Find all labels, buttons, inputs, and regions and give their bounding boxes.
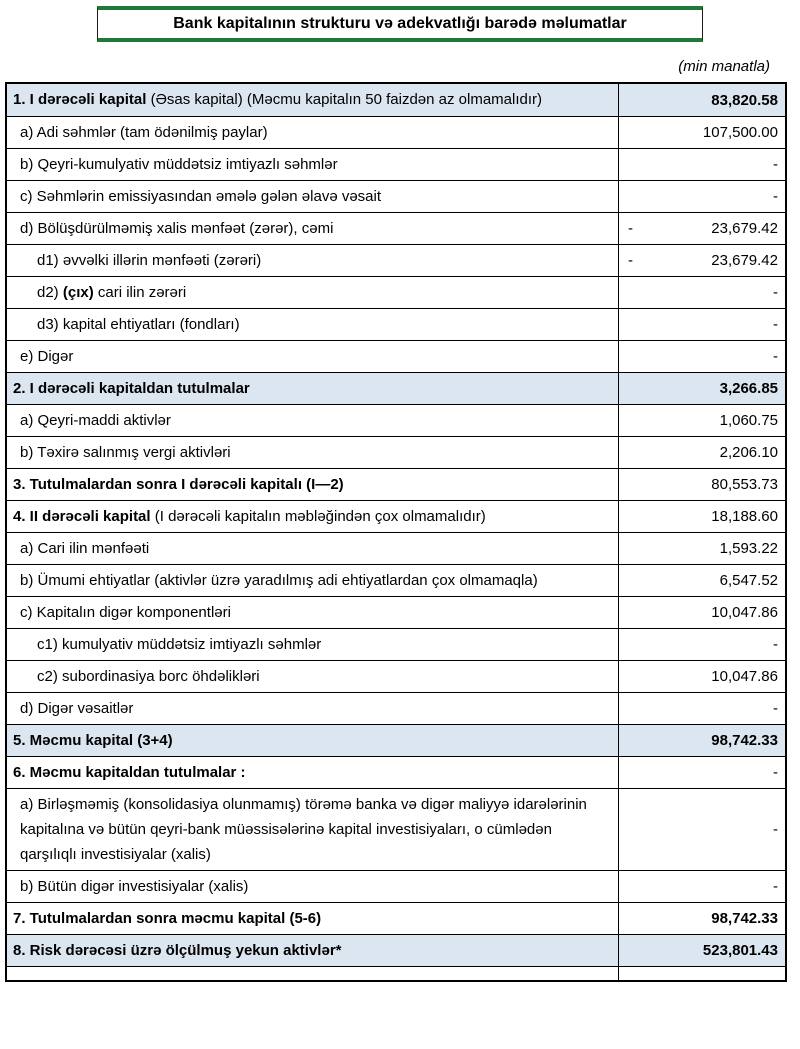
row-label-text: (Əsas kapital) (Məcmu kapitalın 50 faizdən az olmamalıdır) [150,91,543,108]
table-row [7,966,785,980]
row-value [618,565,785,596]
row-label [7,341,618,372]
row-label-text: c2) subordinasiya borc öhdəlikləri [37,668,260,685]
row-label [7,437,618,468]
row-label-text: c1) kumulyativ müddətsiz imtiyazlı səhmlər [37,636,322,653]
report-page [0,6,800,982]
row-label [7,935,618,966]
table-row [7,212,785,244]
row-label-text: b) Ümumi ehtiyatlar (aktivlər üzrə yaradılmış adi ehtiyatlardan çox olmamaqla) [20,572,538,589]
table-row [7,596,785,628]
table-row [7,756,785,788]
row-label-text: (I dərəcəli kapitalın məbləğindən çox olmamalıdır) [154,508,486,525]
row-label [7,903,618,934]
row-value [618,405,785,436]
row-value-text: 23,679.42 [711,220,778,237]
row-value-text: - [773,821,778,838]
row-value-text: 80,553.73 [711,476,778,493]
row-value [618,469,785,500]
row-label [7,533,618,564]
row-label-text: d2) [37,284,63,301]
row-value-text: 3,266.85 [719,380,778,397]
row-label-text: cari ilin zərəri [93,284,187,301]
row-value-text: - [773,316,778,333]
row-value [618,149,785,180]
negative-sign: - [628,220,633,237]
table-row [7,116,785,148]
table-row [7,902,785,934]
row-label-bold-text: 2. I dərəcəli kapitaldan tutulmalar [13,380,250,397]
row-value-text: 1,060.75 [719,412,778,429]
row-value [618,789,785,870]
row-label [7,757,618,788]
row-value-text: 83,820.58 [711,91,778,109]
row-label-bold-text: 7. Tutulmalardan sonra məcmu kapital (5-6) [13,910,322,927]
row-value-text: - [773,878,778,895]
row-label-bold-text: 3. Tutulmalardan sonra I dərəcəli kapitalı (I—2) [13,476,344,493]
row-label-text: c) Səhmlərin emissiyasından əmələ gələn əlavə vəsait [20,188,382,205]
table-row [7,500,785,532]
row-label [7,789,618,870]
unit-note: (min manatla) [678,58,770,75]
table-row [7,372,785,404]
row-value [618,341,785,372]
row-label [7,725,618,756]
row-value [618,501,785,532]
row-label [7,405,618,436]
row-value-text: 23,679.42 [711,252,778,269]
row-label [7,629,618,660]
table-row [7,870,785,902]
table-row [7,244,785,276]
report-title-box [97,6,703,42]
row-label-text: d1) əvvəlki illərin mənfəəti (zərəri) [37,252,262,269]
row-label-bold-text: 5. Məcmu kapital (3+4) [13,732,173,749]
negative-sign: - [628,252,633,269]
row-value [618,693,785,724]
row-value [618,437,785,468]
row-value-text: - [773,188,778,205]
row-label [7,213,618,244]
row-label-text: d3) kapital ehtiyatları (fondları) [37,316,240,333]
row-label [7,661,618,692]
row-value [618,245,785,276]
table-row [7,148,785,180]
capital-table [5,82,787,982]
row-value-text: - [773,156,778,173]
row-label-text: a) Birləşməmiş (konsolidasiya olunmamış) törəmə banka və digər maliyyə idarələrinin kapitalına və bütün qeyri-bank müəssisələrinə kapital investisiyaları, o cümlədən qarşılıqlı investisiyalar (xalis) [20,796,587,863]
row-label-bold-text: 4. II dərəcəli kapital [13,508,155,525]
table-row [7,934,785,966]
table-row [7,692,785,724]
row-value-text: 6,547.52 [719,572,778,589]
row-value-text: 107,500.00 [702,124,778,141]
row-value-text: - [773,348,778,365]
row-label [7,373,618,404]
row-value [618,373,785,404]
table-row [7,340,785,372]
row-label [7,277,618,308]
row-label [7,967,618,980]
row-label-bold-text: 6. Məcmu kapitaldan tutulmalar : [13,764,246,781]
row-label [7,84,618,116]
row-label-text: b) Təxirə salınmış vergi aktivləri [20,444,231,461]
row-value-text: 18,188.60 [711,508,778,525]
table-row [7,84,785,116]
table-row [7,468,785,500]
row-value-text: 98,742.33 [711,910,778,927]
row-label-bold-text: 8. Risk dərəcəsi üzrə ölçülmuş yekun aktivlər* [13,942,342,959]
row-value [618,181,785,212]
row-label [7,309,618,340]
row-value-text: - [773,764,778,781]
table-row [7,308,785,340]
table-row [7,564,785,596]
table-row [7,276,785,308]
row-label-text: a) Cari ilin mənfəəti [20,540,150,557]
row-value [618,661,785,692]
row-value-text: - [773,636,778,653]
row-value [618,533,785,564]
row-value-text: 2,206.10 [719,444,778,461]
row-value [618,629,785,660]
table-row [7,404,785,436]
row-label-text: a) Adi səhmlər (tam ödənilmiş paylar) [20,124,268,141]
row-label [7,565,618,596]
table-row [7,532,785,564]
table-row [7,180,785,212]
row-label-text: e) Digər [20,348,74,365]
row-value [618,967,785,980]
row-label [7,117,618,148]
report-title: Bank kapitalının strukturu və adekvatlığı barədə məlumatlar [173,15,627,32]
table-row [7,660,785,692]
row-value-text: - [773,700,778,717]
row-label [7,149,618,180]
row-value-text: 10,047.86 [711,604,778,621]
row-value [618,309,785,340]
row-label-bold-text: 1. I dərəcəli kapital [13,91,151,108]
row-value-text: - [773,284,778,301]
row-value-text: 523,801.43 [702,942,778,959]
table-row [7,724,785,756]
table-row [7,436,785,468]
row-label-text: b) Bütün digər investisiyalar (xalis) [20,878,249,895]
row-value [618,903,785,934]
row-value [618,213,785,244]
row-label-bold-text: (çıx) [62,284,94,301]
row-label [7,501,618,532]
row-value [618,84,785,116]
row-label [7,469,618,500]
row-value [618,725,785,756]
row-value-text: 10,047.86 [711,668,778,685]
row-label-text: c) Kapitalın digər komponentləri [20,604,231,621]
row-value [618,597,785,628]
row-value-text: 1,593.22 [719,540,778,557]
row-value [618,935,785,966]
row-label [7,693,618,724]
row-label [7,871,618,902]
table-row [7,788,785,870]
row-label-text: d) Bölüşdürülməmiş xalis mənfəət (zərər), cəmi [20,220,334,237]
row-value [618,277,785,308]
row-label-text: d) Digər vəsaitlər [20,700,134,717]
row-label-text: b) Qeyri-kumulyativ müddətsiz imtiyazlı səhmlər [20,156,338,173]
row-label [7,597,618,628]
row-value [618,117,785,148]
table-row [7,628,785,660]
row-value [618,871,785,902]
row-label-text: a) Qeyri-maddi aktivlər [20,412,171,429]
row-value [618,757,785,788]
row-value-text: 98,742.33 [711,732,778,749]
row-label [7,181,618,212]
row-label [7,245,618,276]
